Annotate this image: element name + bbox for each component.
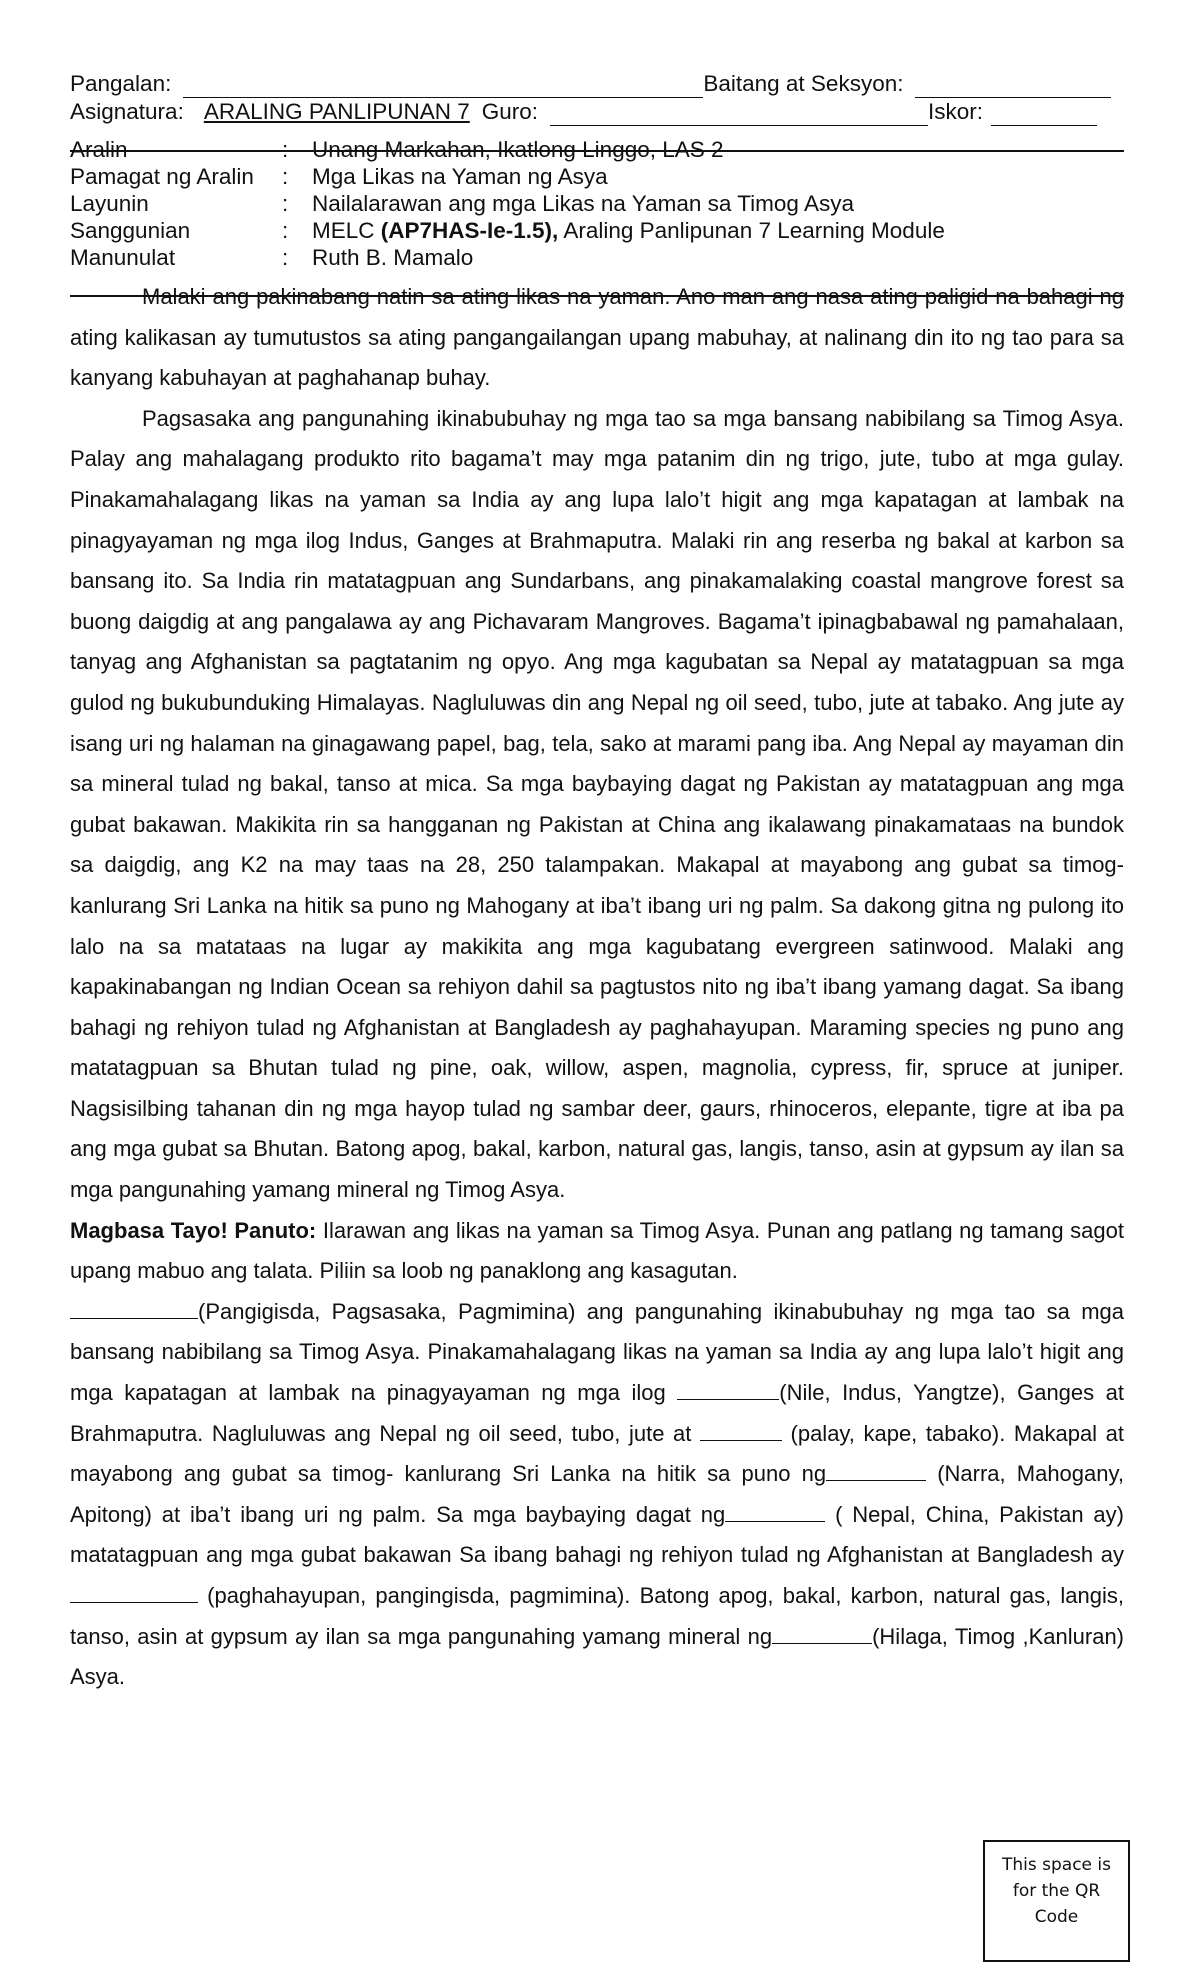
name-blank[interactable] [183,75,703,98]
paragraph-intro: Malaki ang pakinabang natin sa ating likas na yaman. Ano man ang nasa ating paligid na bahagi ng ating kalikasan ay tumutustos sa ating pangangailangan upang mabuhay, at nalinang din ito ng tao para sa kanyang kabuhayan at paghahanap buhay. [70,284,1124,391]
meta-row-sanggunian [70,217,1124,244]
instructions [70,1211,1124,1292]
meta-key: Pamagat ng Aralin [70,164,254,189]
meta-row-manunulat [70,244,1124,271]
instructions-text: Ilarawan ang likas na yaman sa Timog Asya. Punan ang patlang ng tamang sagot upang mabuo ang talata. Piliin sa loob ng panaklong ang kasagutan. [70,1217,1124,1284]
meta-key: Layunin [70,191,149,216]
answer-blank-2[interactable] [677,1381,779,1400]
meta-row-pamagat [70,163,1124,190]
subject-value: ARALING PANLIPUNAN 7 [203,99,470,124]
fill-text: ( Nepal, China, Pakistan ay) matatagpuan ang mga gubat bakawan Sa ibang bahagi ng rehiyon tulad ng Afghanistan at Bangladesh ay [70,1501,1124,1568]
meta-value: Nailalarawan ang mga Likas na Yaman sa Timog Asya [312,191,854,216]
meta-value-post: Araling Panlipunan 7 Learning Module [558,218,945,243]
meta-value: Unang Markahan, Ikatlong Linggo, LAS 2 [312,137,724,162]
qr-code-placeholder [983,1840,1130,1962]
header-row-subject [70,98,1124,126]
fill-text: (Pangigisda, Pagsasaka, Pagmimina) ang pangunahing ikinabubuhay ng mga tao sa mga bansang nabibilang sa Timog Asya. Pinakamahalagang likas na yaman sa India ay ang lupa lalo’t higit ang mga kapatagan at lambak na pinagyayaman ng mga ilog [70,1298,1124,1406]
meta-colon: : [282,218,289,243]
answer-blank-6[interactable] [70,1584,198,1603]
answer-blank-5[interactable] [725,1503,825,1522]
fill-text: (palay, kape, tabako). Makapal at mayabong ang gubat sa timog- kanlurang Sri Lanka na hitik sa puno ng [70,1420,1124,1487]
meta-row-aralin [70,136,1124,163]
answer-blank-3[interactable] [700,1422,782,1441]
meta-colon: : [282,137,289,162]
teacher-blank[interactable] [550,103,928,126]
meta-value: Mga Likas na Yaman ng Asya [312,164,608,189]
fill-text: (paghahayupan, pangingisda, pagmimina). Batong apog, bakal, karbon, natural gas, langis, tanso, asin at gypsum ay ilan sa mga pangunahing yamang mineral ng [70,1583,1124,1649]
fill-in-paragraph [70,1292,1124,1698]
score-label: Iskor: [928,99,984,124]
paragraph-main: Pagsasaka ang pangunahing ikinabubuhay ng mga tao sa mga bansang nabibilang sa Timog Asya. Palay ang mahalagang produkto rito bagama’t may mga patanim din ng trigo, jute, tubo at mga gulay. Pinakamahalagang likas na yaman sa India ay ang lupa lalo’t higit ang mga kapatagan at lambak na pinagyayaman ng mga ilog Indus, Ganges at Brahmaputra. Malaki rin ang reserba ng bakal at karbon sa bansang ito. Sa India rin matatagpuan ang Sundarbans, ang pinakamalaking coastal mangrove forest sa buong daigdig at ang pangalawa ay ang Pichavaram Mangroves. Bagama’t ipinagbabawal ng pamahalaan, tanyag ang Afghanistan sa pagtatanim ng opyo. Ang mga kagubatan sa Nepal ay matatagpuan sa mga gulod ng bukubunduking Himalayas. Nagluluwas din ang Nepal ng oil seed, tubo, jute at tabako. Ang jute ay isang uri ng halaman na ginagawang papel, bag, tela, sako at marami pang iba. Ang Nepal ay mayaman din sa mineral tulad ng bakal, tanso at mica. Sa mga baybaying dagat ng Pakistan ay matatagpuan ang mga gubat bakawan. Makikita rin sa hangganan ng Pakistan at China ang ikalawang pinakamataas na bundok sa daigdig, ang K2 na may taas na 28, 250 talampakan. Makapal at mayabong ang gubat sa timog- kanlurang Sri Lanka na hitik sa puno ng Mahogany at iba’t ibang uri ng palm. Sa dakong gitna ng pulong ito lalo na sa matataas na lugar ay makikita ang mga kagubatang evergreen satinwood. Malaki ang kapakinabangan ng Indian Ocean sa rehiyon dahil sa pagtustos nito ng iba’t ibang yamang dagat. Sa ibang bahagi ng rehiyon tulad ng Afghanistan at Bangladesh ay paghahayupan. Maraming species ng puno ang matatagpuan sa Bhutan tulad ng pine, oak, willow, aspen, magnolia, cypress, fir, spruce at juniper. Nagsisilbing tahanan din ng mga hayop tulad ng sambar deer, gaurs, rhinoceros, elepante, tigre at iba pa ang mga gubat sa Bhutan. Batong apog, bakal, karbon, natural gas, langis, tanso, asin at gypsum ay ilan sa mga pangunahing yamang mineral ng Timog Asya. [70,405,1124,1203]
meta-colon: : [282,245,289,270]
answer-blank-7[interactable] [772,1625,872,1644]
lesson-meta [70,136,1124,271]
meta-colon: : [282,164,289,189]
score-blank[interactable] [991,103,1097,126]
meta-value [312,217,945,244]
fill-text: (Narra, Mahogany, Apitong) at iba’t ibang uri ng palm. Sa mga baybaying dagat ng [70,1461,1124,1527]
qr-text-line: Code [1034,1907,1079,1927]
fill-text: (Nile, Indus, Yangtze), Ganges at Brahmaputra. Nagluluwas ang Nepal ng oil seed, tubo, jute at [70,1380,1124,1446]
name-label: Pangalan: [70,71,172,96]
grade-section-label: Baitang at Seksyon: [703,71,904,96]
meta-value-pre: MELC [312,218,381,243]
meta-row-layunin [70,190,1124,217]
qr-text-line: for the QR [1012,1881,1101,1901]
subject-label: Asignatura: [70,99,184,124]
meta-key: Manunulat [70,245,176,270]
qr-text-line: This space is [1002,1855,1111,1875]
meta-key: Sanggunian [70,218,191,243]
instructions-heading: Magbasa Tayo! Panuto: [70,1217,317,1243]
teacher-label: Guro: [481,99,539,124]
answer-blank-4[interactable] [826,1462,926,1481]
meta-key: Aralin [70,137,128,162]
answer-blank-1[interactable] [70,1300,198,1319]
lesson-body [70,277,1124,1698]
fill-text: (Hilaga, Timog ,Kanluran) Asya. [70,1623,1125,1690]
worksheet-page [70,70,1124,1698]
meta-value: Ruth B. Mamalo [312,245,474,270]
meta-colon: : [282,191,289,216]
meta-value-code: (AP7HAS-Ie-1.5), [380,218,559,243]
header-row-name [70,70,1124,98]
grade-section-blank[interactable] [915,75,1111,98]
